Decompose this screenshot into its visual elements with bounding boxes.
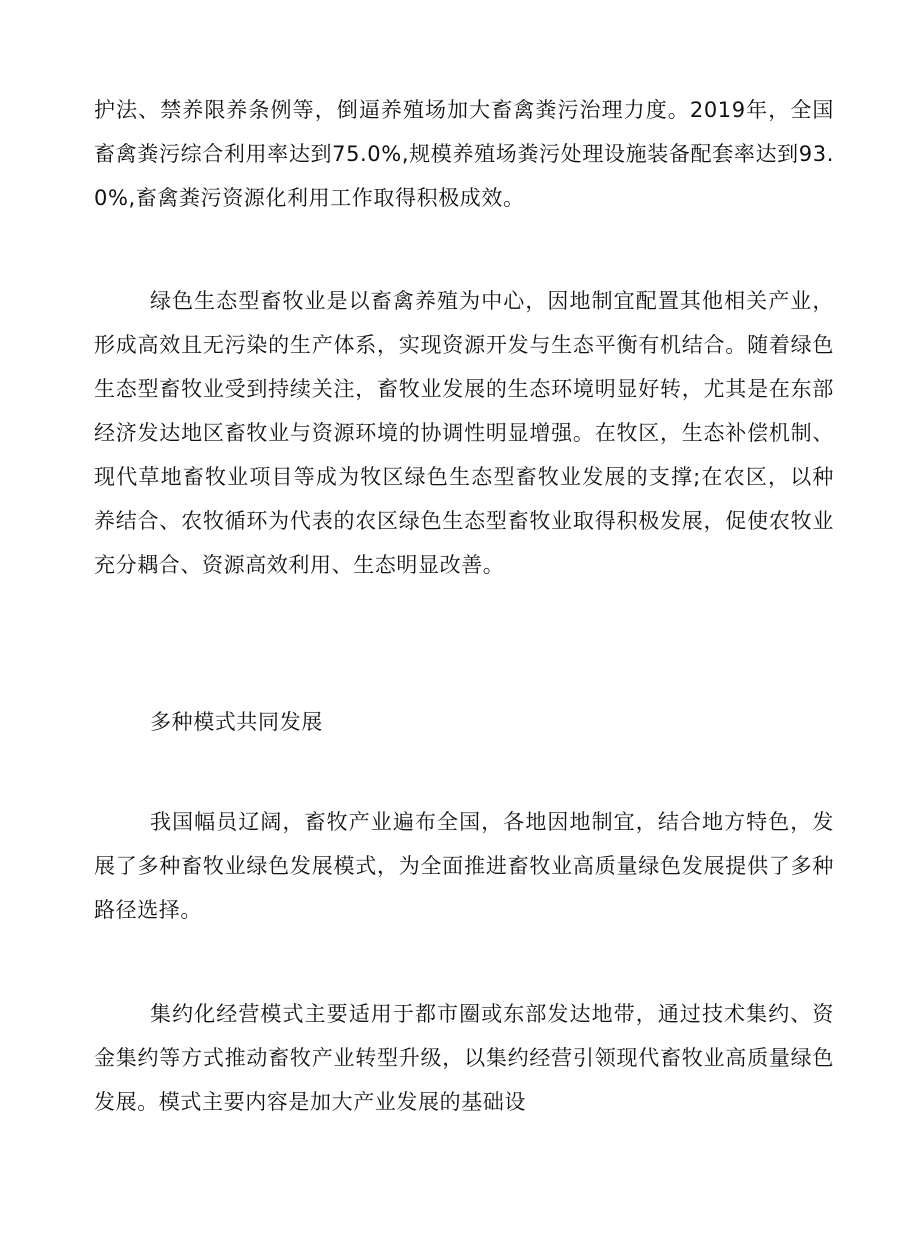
paragraph-vast-territory: 我国幅员辽阔，畜牧产业遍布全国，各地因地制宜，结合地方特色，发展了多种畜牧业绿色发展模式，为全面推进畜牧业高质量绿色发展提供了多种路径选择。 — [94, 810, 834, 922]
paragraph-manure-utilization: 护法、禁养限养条例等，倒逼养殖场加大畜禽粪污治理力度。2019年，全国畜禽粪污综合利用率达到75.0%,规模养殖场粪污处理设施装备配套率达到93.0%,畜禽粪污资源化利用工作取得积极成效。 — [94, 98, 834, 210]
paragraph-green-ecological-husbandry: 绿色生态型畜牧业是以畜禽养殖为中心，因地制宜配置其他相关产业，形成高效且无污染的生产体系，实现资源开发与生态平衡有机结合。随着绿色生态型畜牧业受到持续关注，畜牧业发展的生态环境明显好转，尤其是在东部经济发达地区畜牧业与资源环境的协调性明显增强。在牧区，生态补偿机制、现代草地畜牧业项目等成为牧区绿色生态型畜牧业发展的支撑;在农区，以种养结合、农牧循环为代表的农区绿色生态型畜牧业取得积极发展，促使农牧业充分耦合、资源高效利用、生态明显改善。 — [94, 289, 834, 577]
section-heading-multiple-models: 多种模式共同发展 — [150, 710, 323, 734]
paragraph-intensive-model: 集约化经营模式主要适用于都市圈或东部发达地带，通过技术集约、资金集约等方式推动畜牧产业转型升级，以集约经营引领现代畜牧业高质量绿色发展。模式主要内容是加大产业发展的基础设 — [94, 1002, 834, 1114]
